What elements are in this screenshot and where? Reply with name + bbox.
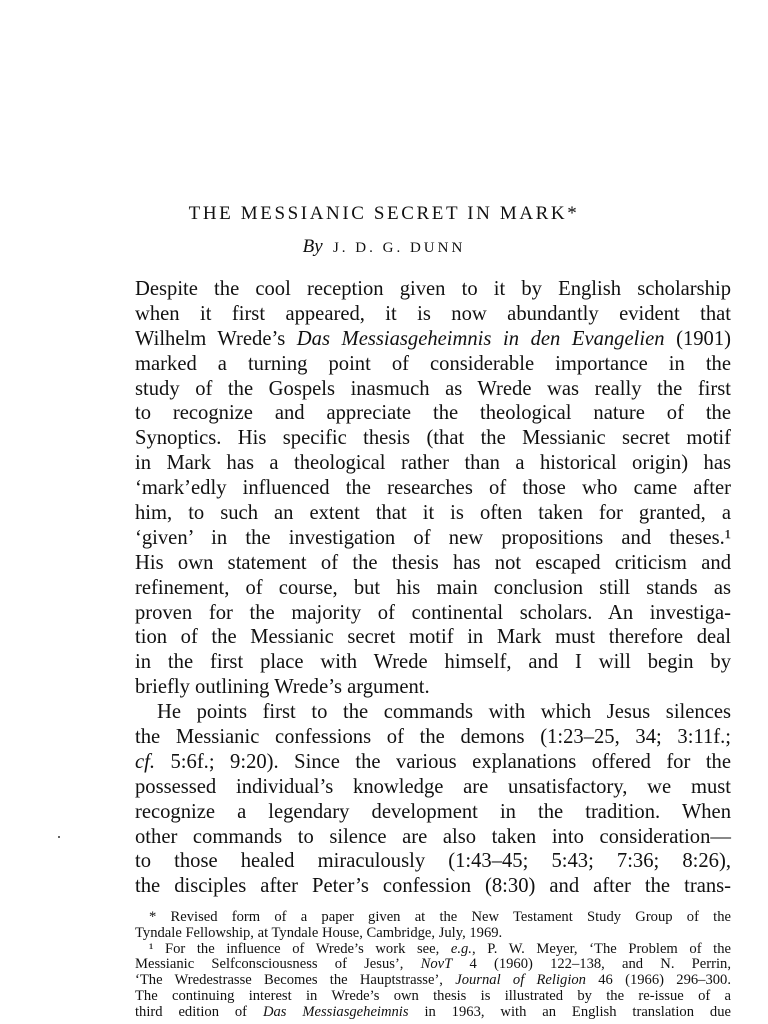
body-line: the disciples after Peter’s confession (8:30) and after the trans- — [135, 875, 731, 898]
footnote-line: The continuing interest in Wrede’s own thesis is illustrated by the re-issue of a — [135, 987, 731, 1004]
body-line: to recognize and appreciate the theological nature of the — [135, 402, 731, 425]
body-line: proven for the majority of continental scholars. An investiga- — [135, 601, 731, 624]
body-line: to those healed miraculously (1:43–45; 5:43; 7:36; 8:26), — [135, 850, 731, 873]
body-line: possessed individual’s knowledge are unsatisfactory, we must — [135, 775, 731, 798]
scan-speck — [58, 836, 60, 838]
body-line: him, to such an extent that it is often taken for granted, a — [135, 502, 731, 525]
body-line: cf. 5:6f.; 9:20). Since the various explanations offered for the — [135, 750, 731, 773]
byline — [0, 236, 768, 258]
body-line: Wilhelm Wrede’s Das Messiasgeheimnis in den Evangelien (1901) — [135, 327, 731, 350]
footnote-line: * Revised form of a paper given at the New Testament Study Group of the — [149, 909, 731, 925]
body-line: ‘mark’edly influenced the researches of those who came after — [135, 477, 731, 500]
body-line: study of the Gospels inasmuch as Wrede was really the first — [135, 377, 731, 400]
body-line: He points first to the commands with which Jesus silences — [157, 701, 731, 724]
body-line: other commands to silence are also taken into consideration— — [135, 825, 731, 848]
body-line: refinement, of course, but his main conclusion still stands as — [135, 576, 731, 599]
body-line: ‘given’ in the investigation of new propositions and theses.¹ — [135, 526, 731, 549]
footnote-line: Messianic Selfconsciousness of Jesus’, NovT 4 (1960) 122–138, and N. Perrin, — [135, 956, 731, 973]
body-line: when it first appeared, it is now abundantly evident that — [135, 302, 731, 325]
body-line: in the first place with Wrede himself, and I will begin by — [135, 651, 731, 674]
footnote-line: ¹ For the influence of Wrede’s work see, e.g., P. W. Meyer, ‘The Problem of the — [149, 940, 731, 957]
body-line: His own statement of the thesis has not escaped criticism and — [135, 551, 731, 574]
footnote-line: third edition of Das Messiasgeheimnis in 1963, with an English translation due — [135, 1003, 731, 1020]
body-line: Despite the cool reception given to it by English scholarship — [135, 278, 731, 300]
footnote-line: Tyndale Fellowship, at Tyndale House, Cambridge, July, 1969. — [135, 924, 503, 941]
footnote-line: ‘The Wredestrasse Becomes the Hauptstrasse’, Journal of Religion 46 (1966) 296–300. — [135, 972, 731, 989]
body-line: briefly outlining Wrede’s argument. — [135, 676, 430, 699]
author-name: J. D. G. DUNN — [332, 240, 466, 256]
body-line: Synoptics. His specific thesis (that the Messianic secret motif — [135, 427, 731, 450]
body-line: marked a turning point of considerable importance in the — [135, 352, 731, 375]
footnotes — [135, 910, 731, 1021]
body-line: the Messianic confessions of the demons (1:23–25, 34; 3:11f.; — [135, 726, 731, 749]
body-line: tion of the Messianic secret motif in Mark must therefore deal — [135, 626, 731, 649]
article-title: THE MESSIANIC SECRET IN MARK* — [188, 203, 580, 224]
body-line: recognize a legendary development in the tradition. When — [135, 800, 731, 823]
article-body — [135, 277, 731, 899]
body-line: in Mark has a theological rather than a historical origin) has — [135, 452, 731, 475]
byline-by: By — [302, 236, 323, 257]
